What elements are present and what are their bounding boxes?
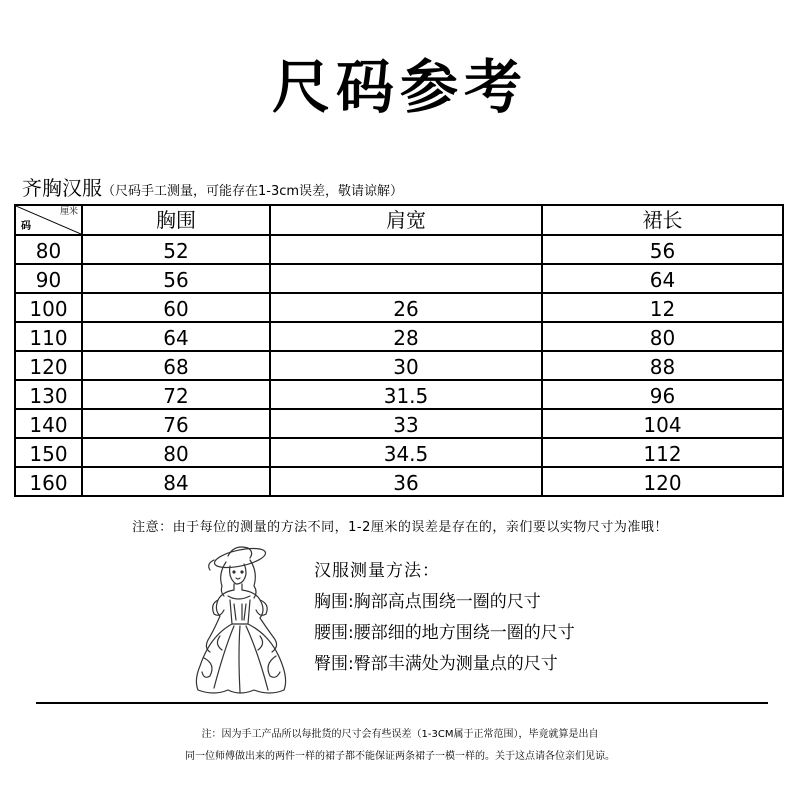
size-cell: 140 — [15, 409, 82, 438]
chest-cell: 64 — [82, 322, 270, 351]
chest-cell: 68 — [82, 351, 270, 380]
shoulder-cell: 34.5 — [270, 438, 542, 467]
corner-header-cell — [15, 205, 82, 235]
size-cell: 100 — [15, 293, 82, 322]
corner-size-label: 码 — [21, 221, 31, 232]
method-item-chest: 胸围:胸部高点围绕一圈的尺寸 — [314, 592, 541, 612]
measurement-notice: 注意：由于每位的测量的方法不同，1-2厘米的误差是存在的，亲们要以实物尺寸为准哦！ — [132, 520, 668, 535]
chest-cell: 60 — [82, 293, 270, 322]
footnote — [0, 724, 800, 768]
shoulder-cell: 26 — [270, 293, 542, 322]
shoulder-cell: 36 — [270, 467, 542, 496]
size-cell: 150 — [15, 438, 82, 467]
table-row — [15, 380, 783, 409]
length-cell: 12 — [542, 293, 783, 322]
size-cell: 130 — [15, 380, 82, 409]
length-cell: 80 — [542, 322, 783, 351]
shoulder-cell — [270, 235, 542, 264]
chest-cell: 56 — [82, 264, 270, 293]
chest-cell: 52 — [82, 235, 270, 264]
chest-cell: 76 — [82, 409, 270, 438]
shoulder-cell — [270, 264, 542, 293]
size-cell: 120 — [15, 351, 82, 380]
table-row — [15, 351, 783, 380]
size-cell: 90 — [15, 264, 82, 293]
measurement-disclaimer: （尺码手工测量，可能存在1-3cm误差，敬请谅解） — [102, 184, 404, 199]
chest-cell: 84 — [82, 467, 270, 496]
header-length: 裙长 — [542, 205, 783, 235]
table-row — [15, 293, 783, 322]
corner-unit-label: 厘米 — [59, 207, 78, 217]
size-cell: 110 — [15, 322, 82, 351]
table-row — [15, 467, 783, 496]
length-cell: 88 — [542, 351, 783, 380]
size-cell: 160 — [15, 467, 82, 496]
table-row — [15, 409, 783, 438]
method-item-hip: 臀围:臀部丰满处为测量点的尺寸 — [314, 654, 558, 674]
table-header-row — [15, 205, 783, 235]
table-row — [15, 438, 783, 467]
size-cell: 80 — [15, 235, 82, 264]
table-row — [15, 264, 783, 293]
table-row — [15, 235, 783, 264]
header-shoulder: 肩宽 — [270, 205, 542, 235]
footnote-line-1: 注：因为手工产品所以每批货的尺寸会有些误差（1-3CM属于正常范围），毕竟就算是出自 — [201, 729, 599, 740]
subtitle — [22, 172, 403, 201]
method-title: 汉服测量方法： — [314, 561, 440, 581]
footnote-line-2: 同一位师傅做出来的两件一样的裙子都不能保证两条裙子一模一样的。关于这点请各位亲们见谅。 — [185, 751, 615, 762]
table-row — [15, 322, 783, 351]
shoulder-cell: 28 — [270, 322, 542, 351]
header-chest: 胸围 — [82, 205, 270, 235]
method-item-waist: 腰围:腰部细的地方围绕一圈的尺寸 — [314, 623, 575, 643]
size-chart-table — [14, 204, 784, 497]
shoulder-cell: 30 — [270, 351, 542, 380]
length-cell: 104 — [542, 409, 783, 438]
chest-cell: 72 — [82, 380, 270, 409]
shoulder-cell: 31.5 — [270, 380, 542, 409]
shoulder-cell: 33 — [270, 409, 542, 438]
length-cell: 64 — [542, 264, 783, 293]
measurement-method — [314, 556, 575, 680]
length-cell: 112 — [542, 438, 783, 467]
princess-line-drawing — [184, 540, 300, 698]
length-cell: 120 — [542, 467, 783, 496]
length-cell: 96 — [542, 380, 783, 409]
chest-cell: 80 — [82, 438, 270, 467]
horizontal-divider — [36, 702, 768, 704]
garment-type: 齐胸汉服 — [22, 176, 102, 200]
page-title: 尺码参考 — [271, 53, 528, 121]
length-cell: 56 — [542, 235, 783, 264]
